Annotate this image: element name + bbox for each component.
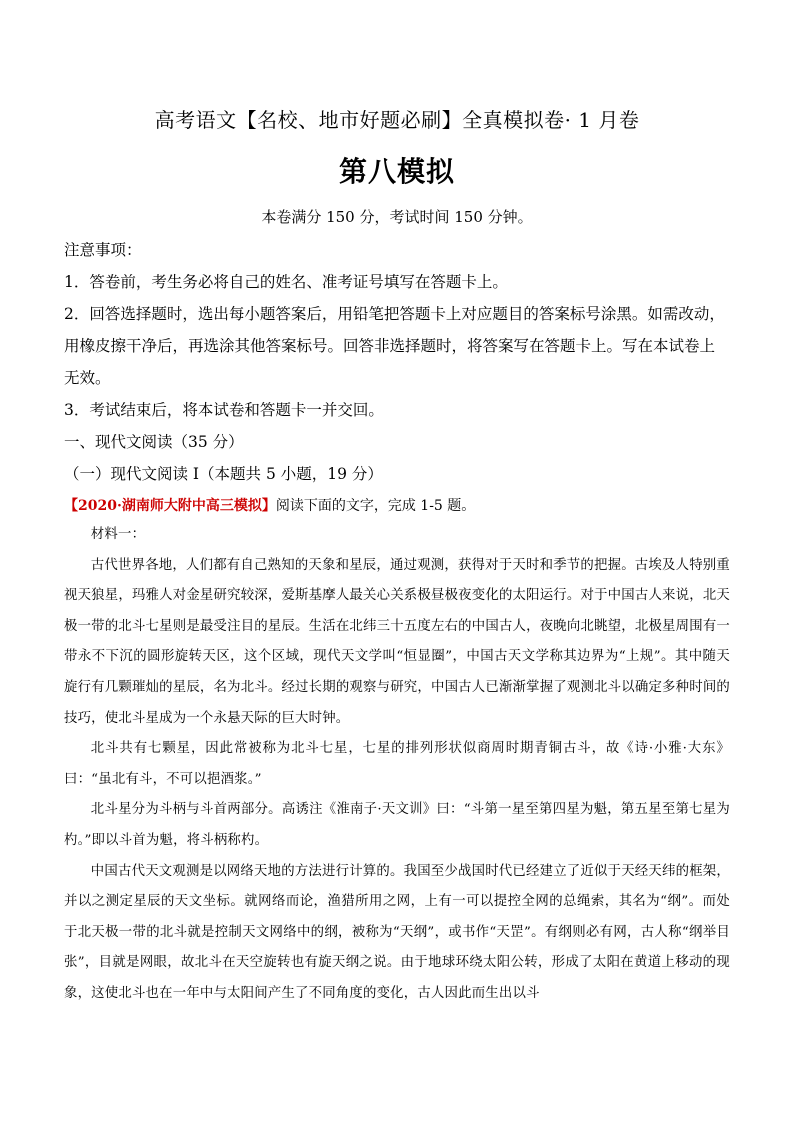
notes-section — [64, 234, 730, 522]
passage-paragraph-1: 古代世界各地，人们都有自己熟知的天象和星辰，通过观测，获得对于天时和季节的把握。古埃及人特别重视天狼星，玛雅人对金星研究较深，爱斯基摩人最关心关系极昼极夜变化的太阳运行。对于中国古人来说，北天极一带的北斗七星则是最受注目的星辰。生活在北纬三十五度左右的中国古人，夜晚向北眺望，北极星周围有一带永不下沉的圆形旋转天区，这个区域，现代天文学叫“恒显圈”，中国古天文学称其边界为“上规”。其中随天旋行有几颗璀灿的星辰，名为北斗。经过长期的观察与研究，中国古人已渐渐掌握了观测北斗以确定多种时间的技巧，使北斗星成为一个永悬天际的巨大时钟。 — [64, 557, 730, 726]
source-instruction: 阅读下面的文字，完成 1-5 题。 — [275, 498, 476, 514]
passage-paragraph-3: 北斗星分为斗柄与斗首两部分。高诱注《淮南子·天文训》曰：“斗第一星至第四星为魁，第五星至第七星为杓。”即以斗首为魁，将斗柄称杓。 — [64, 802, 730, 848]
notes-heading: 注意事项： — [64, 241, 142, 259]
passage-paragraph-2: 北斗共有七颗星，因此常被称为北斗七星，七星的排列形状似商周时期青铜古斗，故《诗·小雅·大东》曰：“虽北有斗，不可以挹酒浆。” — [64, 741, 730, 787]
section-title: 一、现代文阅读（35 分） — [64, 433, 244, 451]
notes-item-2: 2．回答选择题时，选出每小题答案后，用铅笔把答题卡上对应题目的答案标号涂黑。如需改动，用橡皮擦干净后，再选涂其他答案标号。回答非选择题时，将答案写在答题卡上。写在本试卷上无效。 — [64, 305, 725, 387]
notes-item-3: 3．考试结束后，将本试卷和答题卡一并交回。 — [64, 401, 384, 419]
source-line — [64, 490, 730, 522]
notes-item-1: 1．答卷前，考生务必将自己的姓名、准考证号填写在答题卡上。 — [64, 273, 508, 291]
passage-paragraph-4: 中国古代天文观测是以网络天地的方法进行计算的。我国至少战国时代已经建立了近似于天经天纬的框架，并以之测定星辰的天文坐标。就网络而论，渔猎所用之网，上有一可以提控全网的总绳索，其名为“纲”。而处于北天极一带的北斗就是控制天文网络中的纲，被称为“天纲”，或书作“天罡”。有纲则必有网，古人称“纲举目张”，目就是网眼，故北斗在天空旋转也有旋天纲之说。由于地球环绕太阳公转，形成了太阳在黄道上移动的现象，这使北斗也在一年中与太阳间产生了不同角度的变化，古人因此而生出以斗 — [64, 863, 730, 1001]
subsection-title: （一）现代文阅读 I（本题共 5 小题，19 分） — [64, 465, 383, 483]
reading-passage — [64, 520, 730, 1010]
document-header-title: 高考语文【名校、地市好题必刷】全真模拟卷· 1 月卷 — [154, 108, 640, 132]
exam-title: 第八模拟 — [338, 155, 455, 188]
exam-info: 本卷满分 150 分，考试时间 150 分钟。 — [261, 208, 533, 226]
material-label: 材料一： — [90, 527, 146, 542]
source-tag: 【2020·湖南师大附中高三模拟】 — [64, 498, 276, 514]
